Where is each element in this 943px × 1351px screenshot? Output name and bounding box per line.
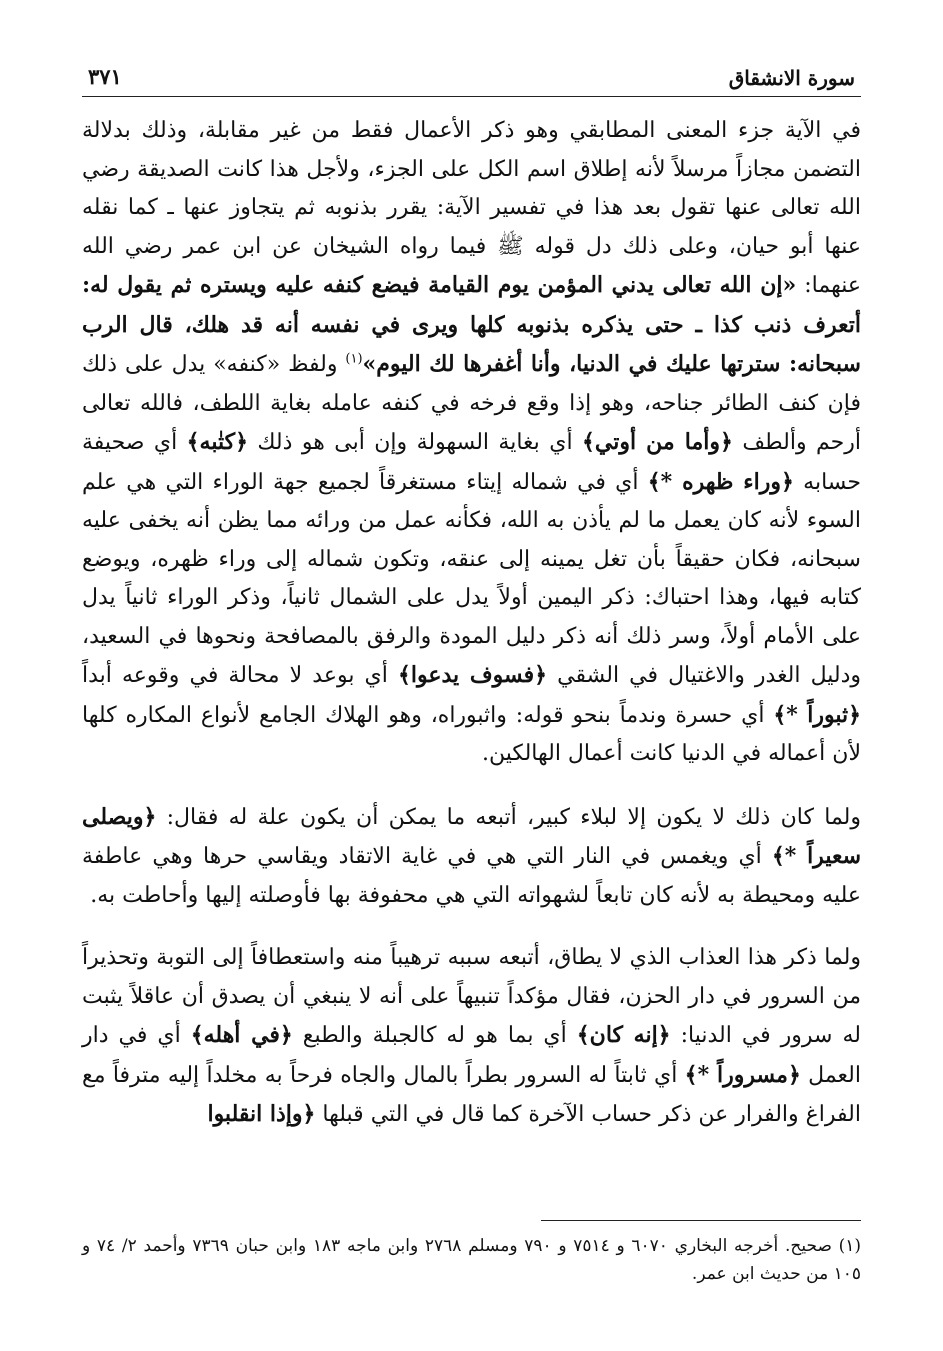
text-segment: أي بوعد لا محالة في وقوعه أبداً [82, 663, 398, 688]
quoted-text: ﴿وإذا انقلبوا [207, 1101, 316, 1127]
text-segment: أي ثابتاً له السرور بطراً بالمال والجاه فرحاً به مخلداً إليه مترفاً مع الفراغ والفرار عن ذكر حساب الآخرة كما قال في التي قبلها [82, 1062, 861, 1127]
footnote: (١) صحيح. أخرجه البخاري ٦٠٧٠ و ٧٥١٤ و ٧٩٠ ومسلم ٢٧٦٨ وابن ماجه ١٨٣ وابن حبان ٧٣٦٩ وأحمد ٢/ ٧٤ و ١٠٥ من حديث ابن عمر. [82, 1236, 861, 1284]
paragraph-3 [82, 939, 861, 1135]
quoted-text: «إن الله تعالى يدني المؤمن يوم القيامة فيضع كنفه عليه ويستره ثم يقول له: أتعرف ذنب كذا ـ حتى يذكره بذنوبه كلها ويرى في نفسه أنه قد هلك، قال الرب سبحانه: سترتها عليك في الدنيا، وأنا أغفرها لك اليوم» [82, 272, 861, 377]
text-segment: أي صحيفة حسابه [82, 430, 862, 495]
text-segment: في الآية جزء المعنى المطابقي وهو ذكر الأعمال فقط من غير مقابلة، وذلك بدلالة التضمن مجازاً مرسلاً لأنه إطلاق اسم الكل على الجزء، ولأجل هذا كانت الصديقة رضي الله تعالى عنها تقول بعد هذا في تفسير الآية: يقرر بذنوبه ثم يتجاوز عنها ـ كما نقله عنها أبو حيان، وعلى ذلك دل قوله ﷺ فيما رواه الشيخان عن ابن عمر رضي الله عنهما: [82, 118, 862, 298]
text-segment: أي في دار العمل [82, 1023, 861, 1088]
quoted-text: ﴿ثبوراً *﴾ [773, 701, 862, 728]
quoted-text: ﴿وراء ظهره *﴾ [647, 468, 794, 495]
footnote-marker: (١) [345, 351, 363, 367]
paragraph-1 [82, 112, 861, 774]
quoted-text: ﴿فسوف يدعوا﴾ [397, 662, 548, 688]
text-segment: ولما كان ذلك لا يكون إلا لبلاء كبير، أتبعه ما يمكن أن يكون علة له فقال: [156, 804, 861, 830]
text-segment: أي بما هو له كالجبلة والطبع [292, 1023, 577, 1048]
text-segment: أي في شماله إيتاء مستغرقاً لجميع جهة الوراء التي هي علم السوء لأنه كان يعمل ما لم يأذن به الله، فكأنه عمل من ورائه مما يظن أنه يخفى عليه سبحانه، فكان حقيقاً بأن تغل يمينه إلى عنقه، وتكون شماله إلى وراء ظهره، ويوضع كتابه فيها، وهذا احتباك: ذكر اليمين أولاً يدل على الشمال ثانياً، وذكر الوراء ثانياً يدل على الأمام أولاً، وسر ذلك أنه ذكر دليل المودة والرفق بالمصافحة ونحوها في السعيد، ودليل الغدر والاغتيال في الشقي [82, 469, 862, 688]
main-text [82, 112, 861, 1135]
text-segment: ولفظ «كنفه» يدل على ذلك فإن كنف الطائر جناحه، وهو إذا وقع فرخه في كنفه عامله بغاية اللطف، فالله تعالى أرحم وألطف [82, 352, 861, 455]
text-segment: أي بغاية السهولة وإن أبى هو ذلك [247, 430, 582, 455]
paragraph-2 [82, 798, 861, 916]
text-segment: ولما ذكر هذا العذاب الذي لا يطاق، أتبعه سببه ترهيباً منه واستعطافاً إلى التوبة وتحذيراً من السرور في دار الحزن، فقال مؤكداً تنبيهاً على أنه لا ينبغي أن يصدق أن عاقلاً يثبت له سرور في الدنيا: [82, 945, 861, 1048]
text-segment: أي حسرة وندماً بنحو قوله: واثبوراه، وهو الهلاك الجامع لأنواع المكاره كلها لأن أعماله في الدنيا كانت أعمال الهالكين. [82, 702, 861, 766]
footnote-divider [541, 1220, 861, 1221]
page-number: ٣٧١ [88, 64, 122, 89]
quoted-text: ﴿في أهله﴾ [190, 1022, 293, 1048]
page-header [82, 58, 861, 97]
quoted-text: ﴿كتٰبه﴾ [186, 429, 248, 455]
text-segment: أي ويغمس في النار التي هي في غاية الاتقاد ويقاسي حرها وهي عاطفة عليه ومحيطة به لأنه كان تابعاً لشهواته التي هي محفوفة بها فأوصلته إليها وأحاطت به. [82, 844, 861, 908]
quoted-text: ﴿ويصلى سعيراً *﴾ [82, 803, 862, 869]
surah-title: سورة الانشقاق [728, 66, 855, 90]
quoted-text: ﴿وأما من أوتي﴾ [581, 429, 733, 455]
quoted-text: ﴿إنه كان﴾ [576, 1022, 671, 1048]
quoted-text: ﴿مسروراً *﴾ [684, 1061, 801, 1088]
